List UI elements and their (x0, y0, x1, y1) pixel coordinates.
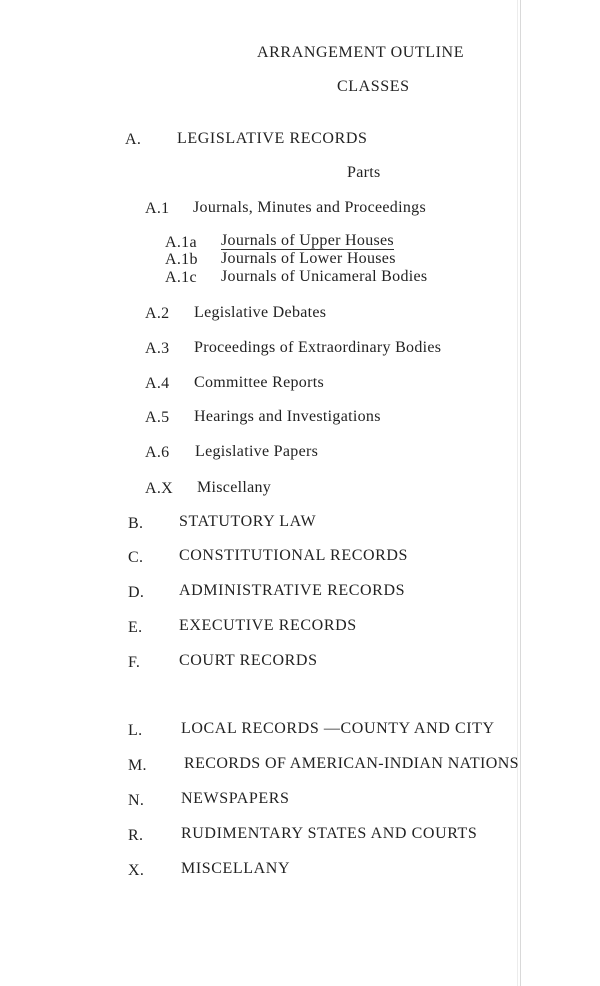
subpart-code: A.1c (165, 269, 197, 286)
part-label: Journals, Minutes and Proceedings (193, 199, 426, 216)
class-code: D. (128, 584, 145, 601)
part-code: A.X (145, 480, 174, 497)
class-a-code: A. (125, 131, 142, 148)
part-label: Legislative Papers (195, 443, 319, 460)
part-label: Legislative Debates (194, 304, 327, 321)
part-code: A.2 (145, 305, 170, 322)
class-code: C. (128, 549, 144, 566)
parts-heading: Parts (347, 164, 381, 181)
document-subtitle: CLASSES (337, 78, 410, 95)
class-label: LOCAL RECORDS —COUNTY AND CITY (181, 720, 495, 737)
part-code: A.5 (145, 409, 170, 426)
subpart-label: Journals of Unicameral Bodies (221, 268, 428, 285)
subpart-code: A.1b (165, 251, 198, 268)
class-label: RECORDS OF AMERICAN-INDIAN NATIONS (184, 755, 519, 772)
class-code: X. (128, 862, 145, 879)
class-code: B. (128, 515, 144, 532)
part-label: Miscellany (197, 479, 272, 496)
part-code: A.3 (145, 340, 170, 357)
class-code: N. (128, 792, 145, 809)
document-title: ARRANGEMENT OUTLINE (257, 44, 465, 61)
part-code: A.1 (145, 200, 170, 217)
part-label: Hearings and Investigations (194, 408, 381, 425)
class-code: R. (128, 827, 144, 844)
class-code: L. (128, 722, 143, 739)
page-edge-line (520, 0, 521, 986)
subpart-label: Journals of Upper Houses (221, 232, 394, 249)
class-label: COURT RECORDS (179, 652, 318, 669)
part-code: A.6 (145, 444, 170, 461)
class-code: E. (128, 619, 143, 636)
part-code: A.4 (145, 375, 170, 392)
class-code: F. (128, 654, 141, 671)
page-edge-shadow (517, 0, 518, 986)
subpart-label: Journals of Lower Houses (221, 250, 396, 267)
class-label: NEWSPAPERS (181, 790, 290, 807)
class-label: STATUTORY LAW (179, 513, 317, 530)
class-a-label: LEGISLATIVE RECORDS (177, 130, 368, 147)
class-label: RUDIMENTARY STATES AND COURTS (181, 825, 478, 842)
subpart-code: A.1a (165, 234, 197, 251)
class-label: MISCELLANY (181, 860, 291, 877)
class-label: ADMINISTRATIVE RECORDS (179, 582, 406, 599)
class-label: EXECUTIVE RECORDS (179, 617, 357, 634)
class-code: M. (128, 757, 147, 774)
part-label: Proceedings of Extraordinary Bodies (194, 339, 442, 356)
class-label: CONSTITUTIONAL RECORDS (179, 547, 409, 564)
part-label: Committee Reports (194, 374, 324, 391)
